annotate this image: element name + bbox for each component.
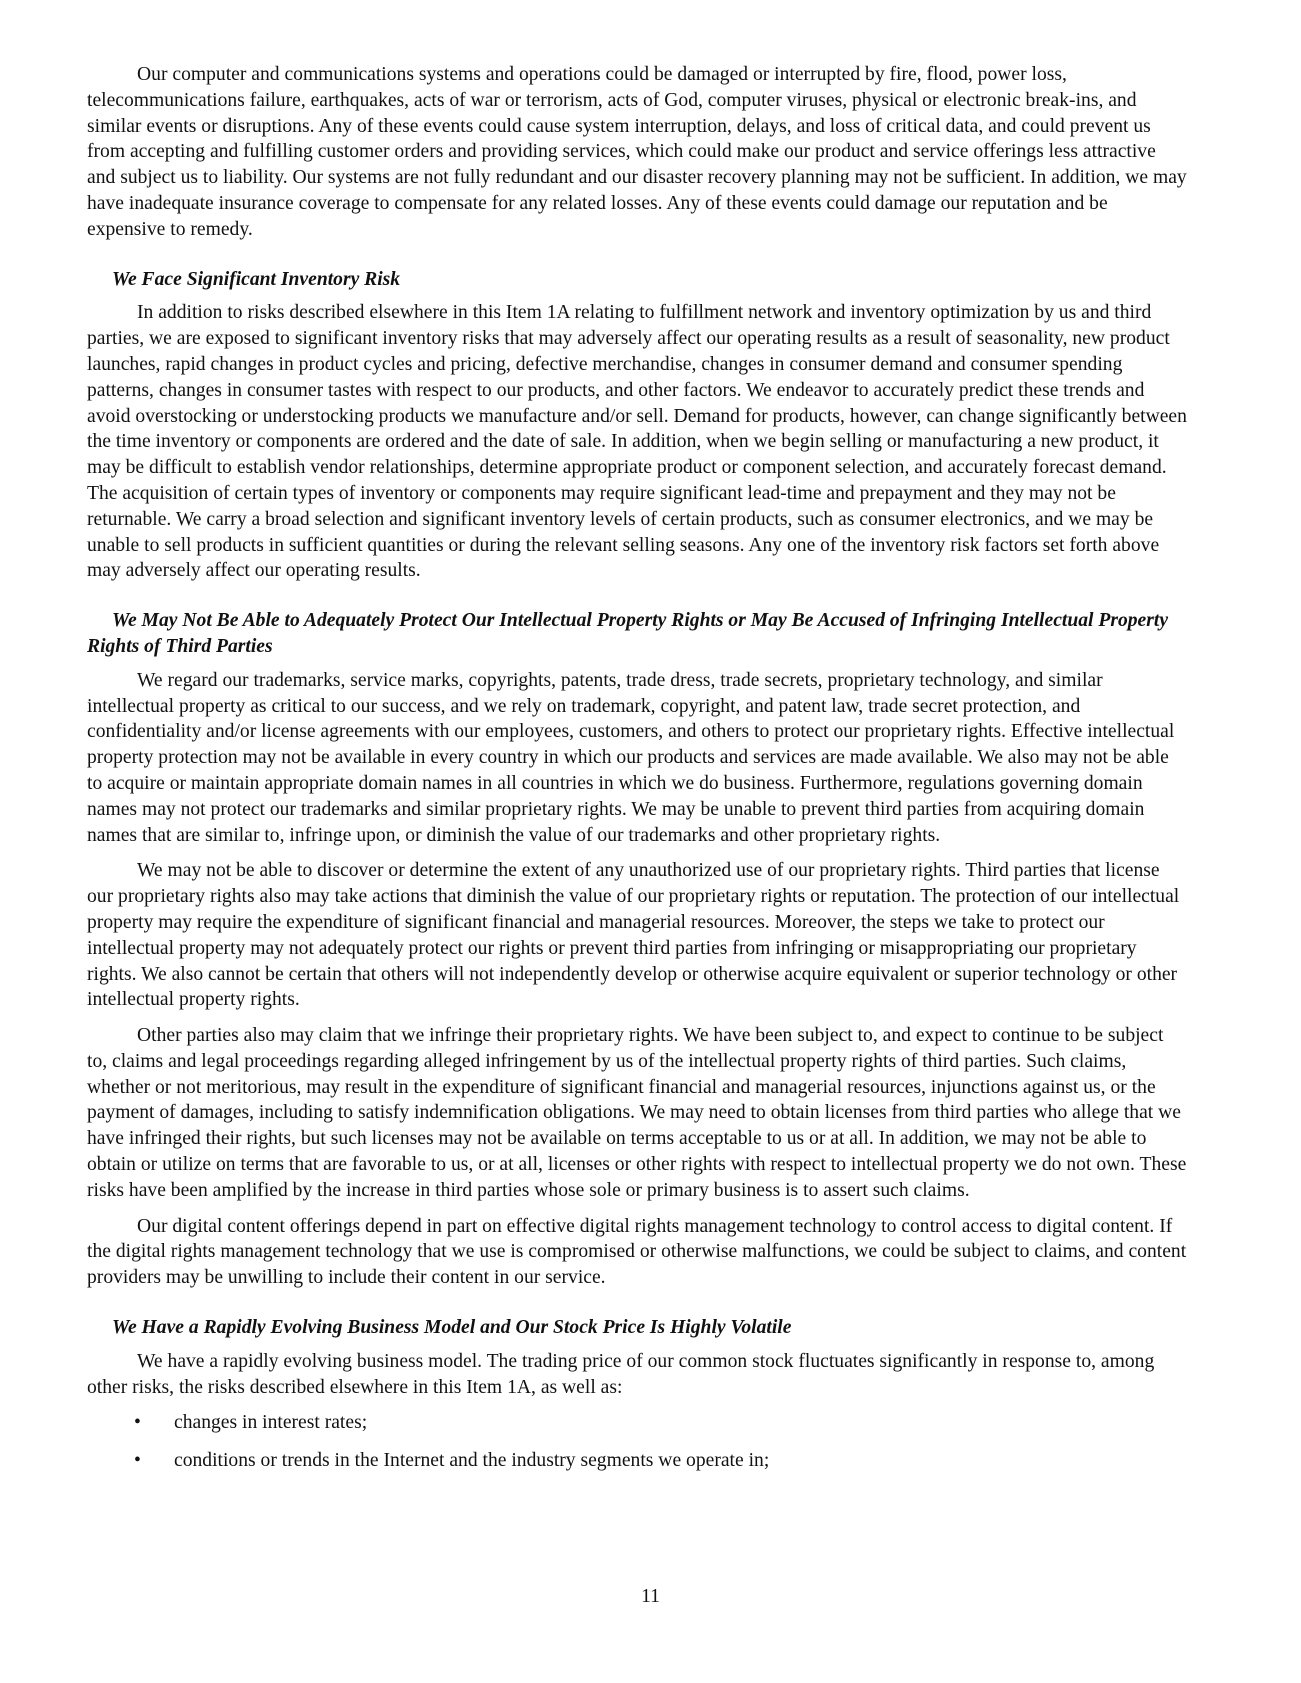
bullet-list: [87, 1410, 1187, 1474]
list-item: [87, 1448, 1187, 1474]
paragraph-inventory-risk: In addition to risks described elsewhere in this Item 1A relating to fulfillment network and inventory optimization by us and third parties, we are exposed to significant inventory risks that may adversely affect our operating results as a result of seasonality, new product launches, rapid changes in product cycles and pricing, defective merchandise, changes in consumer demand and consumer spending patterns, changes in consumer tastes with respect to our products, and other factors. We endeavor to accurately predict these trends and avoid overstocking or understocking products we manufacture and/or sell. Demand for products, however, can change significantly between the time inventory or components are ordered and the date of sale. In addition, when we begin selling or manufacturing a new product, it may be difficult to establish vendor relationships, determine appropriate product or component selection, and accurately forecast demand. The acquisition of certain types of inventory or components may require significant lead-time and prepayment and they may not be returnable. We carry a broad selection and significant inventory levels of certain products, such as consumer electronics, and we may be unable to sell products in sufficient quantities or during the relevant selling seasons. Any one of the inventory risk factors set forth above may adversely affect our operating results.: [87, 302, 1187, 582]
page-number: 11: [641, 1586, 660, 1607]
paragraph-ip-2: We may not be able to discover or determine the extent of any unauthorized use of our proprietary rights. Third parties that license our proprietary rights also may take actions that diminish the value of our proprietary rights or reputation. The protection of our intellectual property may require the expenditure of significant financial and managerial resources. Moreover, the steps we take to protect our intellectual property may not adequately protect our rights or prevent third parties from infringing or misappropriating our proprietary rights. We also cannot be certain that others will not independently develop or otherwise acquire equivalent or superior technology or other intellectual property rights.: [87, 860, 1180, 1011]
paragraph-systems-risk: Our computer and communications systems and operations could be damaged or interrupted by fire, flood, power loss, telecommunications failure, earthquakes, acts of war or terrorism, acts of God, computer viruses, physical or electronic break-ins, and similar events or disruptions. Any of these events could cause system interruption, delays, and loss of critical data, and could prevent us from accepting and fulfilling customer orders and providing services, which could make our product and service offerings less attractive and subject us to liability. Our systems are not fully redundant and our disaster recovery planning may not be sufficient. In addition, we may have inadequate insurance coverage to compensate for any related losses. Any of these events could damage our reputation and be expensive to remedy.: [87, 64, 1187, 240]
paragraph-ip-4: Our digital content offerings depend in part on effective digital rights management technology to control access to digital content. If the digital rights management technology that we use is compromised or otherwise malfunctions, we could be subject to claims, and content providers may be unwilling to include their content in our service.: [87, 1215, 1187, 1289]
list-item-text: changes in interest rates;: [174, 1412, 368, 1434]
paragraph-ip-1: We regard our trademarks, service marks, copyrights, patents, trade dress, trade secrets, proprietary technology, and similar intellectual property as critical to our success, and we rely on trademark, copyright, and patent law, trade secret protection, and confidentiality and/or license agreements with our employees, customers, and others to protect our proprietary rights. Effective intellectual property protection may not be available in every country in which our products and services are made available. We also may not be able to acquire or maintain appropriate domain names in all countries in which we do business. Furthermore, regulations governing domain names may not protect our trademarks and similar proprietary rights. We may be unable to prevent third parties from acquiring domain names that are similar to, infringe upon, or diminish the value of our trademarks and other proprietary rights.: [87, 669, 1175, 846]
paragraph-ip-3: Other parties also may claim that we infringe their proprietary rights. We have been subject to, and expect to continue to be subject to, claims and legal proceedings regarding alleged infringement by us of the intellectual property rights of third parties. Such claims, whether or not meritorious, may result in the expenditure of significant financial and managerial resources, injunctions against us, or the payment of damages, including to satisfy indemnification obligations. We may need to obtain licenses from third parties who allege that we have infringed their rights, but such licenses may not be available on terms acceptable to us or at all. In addition, we may not be able to obtain or utilize on terms that are favorable to us, or at all, licenses or other rights with respect to intellectual property we do not own. These risks have been amplified by the increase in third parties whose sole or primary business is to assert such claims.: [87, 1025, 1187, 1201]
heading-intellectual-property: We May Not Be Able to Adequately Protect Our Intellectual Property Rights or May Be Accused of Infringing Intellectual Property Rights of Third Parties: [87, 610, 1169, 657]
list-item-text: conditions or trends in the Internet and the industry segments we operate in;: [174, 1450, 770, 1472]
paragraph-business-model: We have a rapidly evolving business model. The trading price of our common stock fluctuates significantly in response to, among other risks, the risks described elsewhere in this Item 1A, as well as:: [87, 1350, 1155, 1398]
bullet-icon: •: [134, 1450, 141, 1472]
heading-business-model: We Have a Rapidly Evolving Business Model and Our Stock Price Is Highly Volatile: [112, 1317, 792, 1339]
document-page: [87, 62, 1187, 1486]
list-item: [87, 1410, 1187, 1436]
bullet-icon: •: [134, 1412, 141, 1434]
heading-inventory-risk: We Face Significant Inventory Risk: [112, 268, 401, 290]
